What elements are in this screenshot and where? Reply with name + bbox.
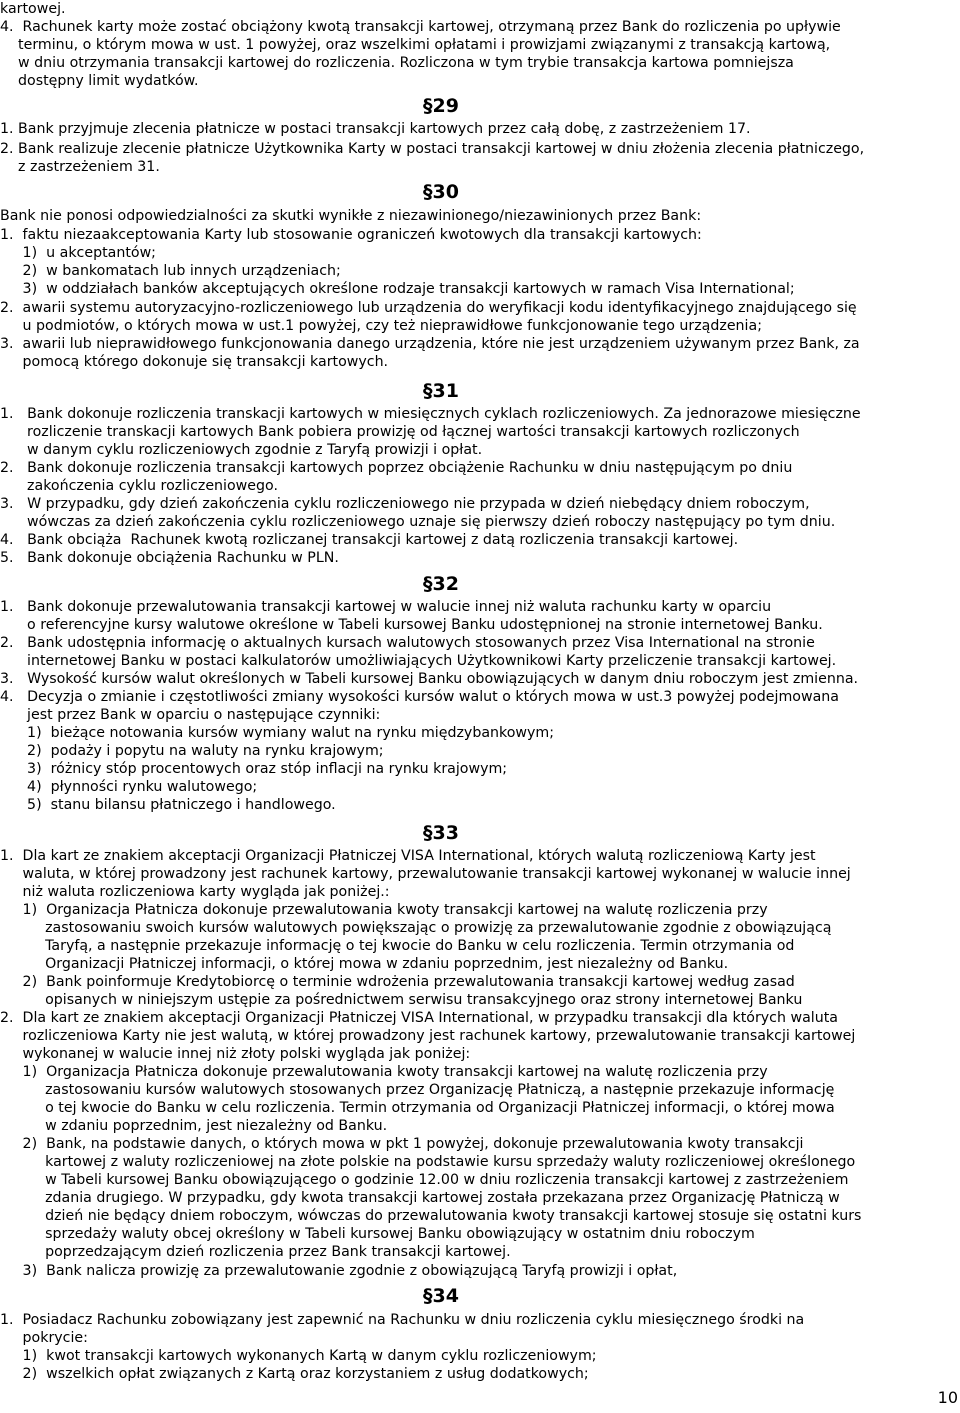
section-heading-34 bbox=[423, 1285, 459, 1307]
text-line: zastosowaniu swoich kursów walutowych powiększając o prowizję za przewalutowanie zgodnie z obowiązującą bbox=[0, 920, 832, 936]
text-line: 2. Bank udostępnia informację o aktualnych kursach walutowych stosowanych przez Visa International na stronie bbox=[0, 635, 815, 651]
text-line: o tej kwocie do Banku w celu rozliczenia. Termin otrzymania od Organizacji Płatniczej informacji, o której mowa bbox=[0, 1100, 835, 1116]
text-line: w danym cyklu rozliczeniowych zgodnie z Taryfą prowizji i opłat. bbox=[0, 442, 483, 458]
text-line: 2) w bankomatach lub innych urządzeniach; bbox=[0, 263, 341, 279]
text-line: 1) bieżące notowania kursów wymiany walut na rynku międzybankowym; bbox=[0, 725, 555, 741]
text-line: 1. Bank dokonuje rozliczenia transkacji kartowych w miesięcznych cyklach rozliczeniowych. Za jednorazowe miesięczne bbox=[0, 406, 861, 422]
text-line: o referencyjne kursy walutowe określone w Tabeli kursowej Banku udostępnionej na stronie internetowej Banku. bbox=[0, 617, 823, 633]
text-line: 1) Organizacja Płatnicza dokonuje przewalutowania kwoty transakcji kartowej na walutę rozliczenia przy bbox=[0, 1064, 768, 1080]
text-line: waluta, w której prowadzony jest rachunek kartowy, przewalutowanie transakcji kartowej wykonanej w walucie innej bbox=[0, 866, 851, 882]
text-line: 2) podaży i popytu na waluty na rynku krajowym; bbox=[0, 743, 384, 759]
text-line: internetowej Banku w postaci kalkulatorów umożliwiających Użytkownikowi Karty przeliczenie transakcji kartowej. bbox=[0, 653, 837, 669]
text-line: 4) płynności rynku walutowego; bbox=[0, 779, 258, 795]
section-number: 32 bbox=[432, 573, 459, 595]
section-number: 31 bbox=[432, 380, 459, 402]
text-line: 3. W przypadku, gdy dzień zakończenia cyklu rozliczeniowego nie przypada w dzień niebędący dniem roboczym, bbox=[0, 496, 810, 512]
text-line: zakończenia cyklu rozliczeniowego. bbox=[0, 478, 278, 494]
section-heading-29 bbox=[423, 95, 459, 117]
text-line: kartowej z waluty rozliczeniowej na złote polskie na podstawie kursu sprzedaży waluty rozliczeniowej określonego bbox=[0, 1154, 856, 1170]
section-heading-30 bbox=[423, 181, 459, 203]
text-line: kartowej. bbox=[0, 1, 66, 17]
text-line: 1. Bank dokonuje przewalutowania transakcji kartowej w walucie innej niż waluta rachunku karty w oparciu bbox=[0, 599, 772, 615]
text-line: u podmiotów, o których mowa w ust.1 powyżej, czy też nieprawidłowe funkcjonowanie tego urządzenia; bbox=[0, 318, 762, 334]
text-line: zastosowaniu kursów walutowych stosowanych przez Organizację Płatniczą, a następnie przekazuje informację bbox=[0, 1082, 835, 1098]
text-line: 2) Bank poinformuje Kredytobiorcę o terminie wdrożenia przewalutowania transakcji kartowej według zasad bbox=[0, 974, 795, 990]
text-line: jest przez Bank w oparciu o następujące czynniki: bbox=[0, 707, 381, 723]
text-line: opisanych w niniejszym ustępie za pośrednictwem serwisu transakcyjnego oraz strony internetowej Banku bbox=[0, 992, 803, 1008]
text-line: 3) w oddziałach banków akceptujących określone rodzaje transakcji kartowych w ramach Visa International; bbox=[0, 281, 795, 297]
section-number: 29 bbox=[432, 95, 459, 117]
text-line: pomocą którego dokonuje się transakcji kartowych. bbox=[0, 354, 389, 370]
text-line: Taryfą, a następnie przekazuje informację o tej kwocie do Banku w celu rozliczenia. Termin otrzymania od bbox=[0, 938, 795, 954]
text-line: 2) Bank, na podstawie danych, o których mowa w pkt 1 powyżej, dokonuje przewalutowania kwoty transakcji bbox=[0, 1136, 804, 1152]
text-line: 2. Bank dokonuje rozliczenia transakcji kartowych poprzez obciążenie Rachunku w dniu następującym po dniu bbox=[0, 460, 793, 476]
text-line: rozliczeniowa Karty nie jest walutą, w której prowadzony jest rachunek kartowy, przewalutowanie transakcji kartowej bbox=[0, 1028, 856, 1044]
text-line: zdania drugiego. W przypadku, gdy kwota transakcji kartowej została przekazana przez Organizację Płatniczą w bbox=[0, 1190, 840, 1206]
page-number: 10 bbox=[937, 1388, 958, 1407]
section-number: 33 bbox=[432, 822, 459, 844]
text-line: w dniu otrzymania transakcji kartowej do rozliczenia. Rozliczona w tym trybie transakcja kartowa pomniejsza bbox=[0, 55, 794, 71]
text-line: terminu, o którym mowa w ust. 1 powyżej, oraz wszelkimi opłatami i prowizjami związanymi z transakcją kartową, bbox=[0, 37, 831, 53]
text-line: 1) Organizacja Płatnicza dokonuje przewalutowania kwoty transakcji kartowej na walutę rozliczenia przy bbox=[0, 902, 768, 918]
section-sign: § bbox=[423, 822, 433, 844]
text-line: 1) kwot transakcji kartowych wykonanych Kartą w danym cyklu rozliczeniowym; bbox=[0, 1348, 597, 1364]
section-heading-32 bbox=[423, 573, 459, 595]
text-line: z zastrzeżeniem 31. bbox=[0, 159, 160, 175]
text-line: sprzedaży waluty obcej określony w Tabeli kursowej Banku obowiązujący w ostatnim dniu roboczym bbox=[0, 1226, 755, 1242]
section-sign: § bbox=[423, 181, 433, 203]
text-line: rozliczenie transkacji kartowych Bank pobiera prowizję od łącznej wartości transakcji kartowych rozliczonych bbox=[0, 424, 800, 440]
text-line: Bank nie ponosi odpowiedzialności za skutki wynikłe z niezawinionego/niezawinionych przez Bank: bbox=[0, 208, 702, 224]
text-line: wykonanej w walucie innej niż złoty polski wygląda jak poniżej: bbox=[0, 1046, 471, 1062]
text-line: 4. Decyzja o zmianie i częstotliwości zmiany wysokości kursów walut o których mowa w ust.3 powyżej podejmowana bbox=[0, 689, 839, 705]
section-sign: § bbox=[423, 95, 433, 117]
text-line: 3. Wysokość kursów walut określonych w Tabeli kursowej Banku obowiązujących w danym dniu roboczym jest zmienna. bbox=[0, 671, 859, 687]
text-line: 5) stanu bilansu płatniczego i handlowego. bbox=[0, 797, 336, 813]
section-heading-31 bbox=[423, 380, 459, 402]
text-line: wówczas za dzień zakończenia cyklu rozliczeniowego uznaje się pierwszy dzień roboczy następujący po tym dniu. bbox=[0, 514, 836, 530]
text-line: 4. Rachunek karty może zostać obciążony kwotą transakcji kartowej, otrzymaną przez Bank do rozliczenia po upływie bbox=[0, 19, 841, 35]
text-line: 1) u akceptantów; bbox=[0, 245, 156, 261]
text-line: w Tabeli kursowej Banku obowiązującego o godzinie 12.00 w dniu rozliczenia transakcji kartowej z zastrzeżeniem bbox=[0, 1172, 849, 1188]
section-sign: § bbox=[423, 380, 433, 402]
text-line: 2. Bank realizuje zlecenie płatnicze Użytkownika Karty w postaci transakcji kartowej w dniu złożenia zlecenia płatniczego, bbox=[0, 141, 865, 157]
text-line: dzień nie będący dniem roboczym, wówczas do przewalutowania kwoty transakcji kartowej stosuje się ostatni kurs bbox=[0, 1208, 862, 1224]
text-line: 2) wszelkich opłat związanych z Kartą oraz korzystaniem z usług dodatkowych; bbox=[0, 1366, 589, 1382]
text-line: w zdaniu poprzednim, jest niezależny od Banku. bbox=[0, 1118, 388, 1134]
text-line: 4. Bank obciąża Rachunek kwotą rozliczanej transakcji kartowej z datą rozliczenia transakcji kartowej. bbox=[0, 532, 739, 548]
text-line: Organizacji Płatniczej informacji, o której mowa w zdaniu poprzednim, jest niezależny od Banku. bbox=[0, 956, 729, 972]
text-line: 2. Dla kart ze znakiem akceptacji Organizacji Płatniczej VISA International, w przypadku transakcji dla których waluta bbox=[0, 1010, 838, 1026]
text-line: 1. Bank przyjmuje zlecenia płatnicze w postaci transakcji kartowych przez całą dobę, z zastrzeżeniem 17. bbox=[0, 121, 751, 137]
section-sign: § bbox=[423, 1285, 433, 1307]
text-line: niż waluta rozliczeniowa karty wygląda jak poniżej.: bbox=[0, 884, 390, 900]
section-number: 30 bbox=[432, 181, 459, 203]
text-line: 3) różnicy stóp procentowych oraz stóp inflacji na rynku krajowym; bbox=[0, 761, 508, 777]
text-line: 1. Posiadacz Rachunku zobowiązany jest zapewnić na Rachunku w dniu rozliczenia cyklu miesięcznego środki na bbox=[0, 1312, 805, 1328]
text-line: pokrycie: bbox=[0, 1330, 88, 1346]
section-sign: § bbox=[423, 573, 433, 595]
text-line: 1. faktu niezaakceptowania Karty lub stosowanie ograniczeń kwotowych dla transakcji kartowych: bbox=[0, 227, 702, 243]
text-line: poprzedzającym dzień rozliczenia przez Bank transakcji kartowej. bbox=[0, 1244, 511, 1260]
text-line: 2. awarii systemu autoryzacyjno-rozliczeniowego lub urządzenia do weryfikacji kodu identyfikacyjnego znajdującego się bbox=[0, 300, 857, 316]
text-line: 3) Bank nalicza prowizję za przewalutowanie zgodnie z obowiązującą Taryfą prowizji i opłat, bbox=[0, 1263, 678, 1279]
text-line: dostępny limit wydatków. bbox=[0, 73, 199, 89]
text-line: 3. awarii lub nieprawidłowego funkcjonowania danego urządzenia, które nie jest urządzeniem używanym przez Bank, za bbox=[0, 336, 860, 352]
section-heading-33 bbox=[423, 822, 459, 844]
section-number: 34 bbox=[432, 1285, 459, 1307]
text-line: 1. Dla kart ze znakiem akceptacji Organizacji Płatniczej VISA International, których walutą rozliczeniową Karty jest bbox=[0, 848, 816, 864]
text-line: 5. Bank dokonuje obciążenia Rachunku w PLN. bbox=[0, 550, 339, 566]
